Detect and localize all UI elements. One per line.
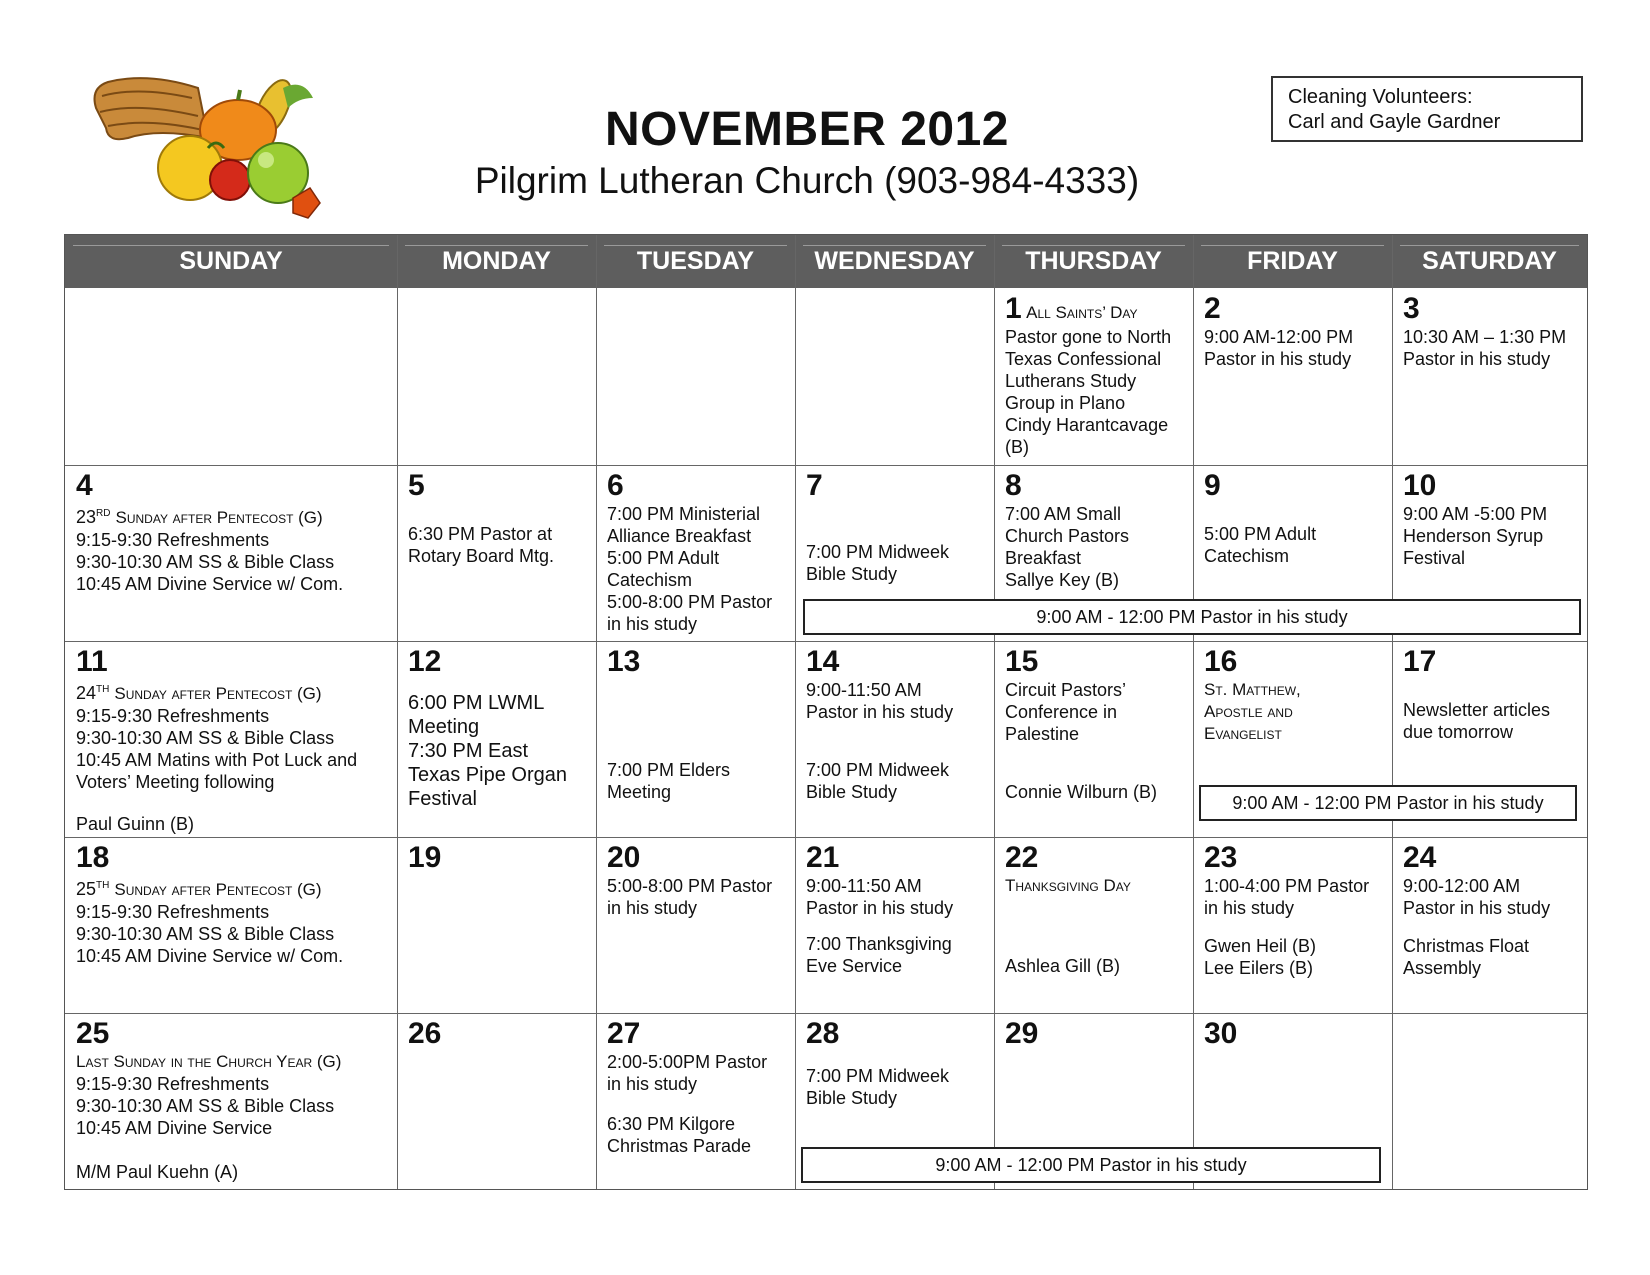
church-name-phone: Pilgrim Lutheran Church (903-984-4333) <box>474 160 1140 201</box>
pastor-study-band-week3: 9:00 AM - 12:00 PM Pastor in his study <box>1199 785 1577 821</box>
day-cell-22: 22 Thanksgiving Day Ashlea Gill (B) <box>1005 841 1131 976</box>
day-cell-1: 1 All Saints’ Day Pastor gone to North Texas Confessional Lutherans Study Group in Plano Cindy Harantcavage (B) <box>1005 292 1172 457</box>
day-cell-6: 6 7:00 PM Ministerial Alliance Breakfast 5:00 PM Adult Catechism 5:00-8:00 PM Pastor in his study <box>607 469 773 634</box>
pastor-study-band-week5: 9:00 AM - 12:00 PM Pastor in his study <box>801 1147 1381 1183</box>
day-cell-10: 10 9:00 AM -5:00 PM Henderson Syrup Festival <box>1403 469 1548 568</box>
day-cell-26: 26 <box>408 1017 442 1050</box>
volunteers-names: Carl and Gayle Gardner <box>1288 111 1501 133</box>
day-header-tuesday: TUESDAY <box>596 235 795 288</box>
day-cell-8: 8 7:00 AM Small Church Pastors Breakfast Sallye Key (B) <box>1005 469 1130 590</box>
day-cell-15: 15 Circuit Pastors’ Conference in Palestine Connie Wilburn (B) <box>1005 645 1158 802</box>
volunteers-label: Cleaning Volunteers: <box>1288 86 1473 108</box>
day-cell-16: 16 St. Matthew, Apostle and Evangelist <box>1204 645 1301 743</box>
day-cell-17: 17 Newsletter articles due tomorrow <box>1403 645 1551 742</box>
day-cell-5: 5 6:30 PM Pastor at Rotary Board Mtg. <box>408 469 555 566</box>
day-header-friday: FRIDAY <box>1193 235 1392 288</box>
day-cell-19: 19 <box>408 841 442 874</box>
day-cell-11: 11 24TH Sunday after Pentecost (G) 9:15-9:30 Refreshments 9:30-10:30 AM SS & Bible Class 10:45 AM Matins with Pot Luck and Voters’ Meeting following Paul Guinn (B) <box>76 645 358 834</box>
day-cell-28: 28 7:00 PM Midweek Bible Study <box>806 1017 950 1108</box>
cleaning-volunteers-box <box>1271 76 1583 142</box>
day-cell-14: 14 9:00-11:50 AM Pastor in his study 7:00 PM Midweek Bible Study <box>806 645 954 802</box>
day-cell-30: 30 <box>1204 1017 1238 1050</box>
day-header-sunday: SUNDAY <box>65 235 397 288</box>
calendar-grid <box>64 234 1588 1190</box>
day-cell-29: 29 <box>1005 1017 1039 1050</box>
day-cell-12: 12 6:00 PM LWML Meeting 7:30 PM East Texas Pipe Organ Festival <box>408 645 567 810</box>
day-cell-2: 2 9:00 AM-12:00 PM Pastor in his study <box>1204 292 1354 369</box>
pastor-study-band-week2: 9:00 AM - 12:00 PM Pastor in his study <box>803 599 1581 635</box>
day-header-saturday: SATURDAY <box>1392 235 1587 288</box>
day-header-monday: MONDAY <box>397 235 596 288</box>
day-cell-25: 25 Last Sunday in the Church Year (G) 9:15-9:30 Refreshments 9:30-10:30 AM SS & Bible Class 10:45 AM Divine Service M/M Paul Kuehn (A) <box>76 1017 342 1182</box>
day-cell-9: 9 5:00 PM Adult Catechism <box>1204 469 1317 566</box>
day-cell-21: 21 9:00-11:50 AM Pastor in his study 7:00 Thanksgiving Eve Service <box>806 841 954 976</box>
day-cell-3: 3 10:30 AM – 1:30 PM Pastor in his study <box>1403 292 1567 369</box>
day-cell-18: 18 25TH Sunday after Pentecost (G) 9:15-9:30 Refreshments 9:30-10:30 AM SS & Bible Class 10:45 AM Divine Service w/ Com. <box>76 841 344 966</box>
day-cell-4: 4 23RD Sunday after Pentecost (G) 9:15-9:30 Refreshments 9:30-10:30 AM SS & Bible Class 10:45 AM Divine Service w/ Com. <box>76 469 344 594</box>
page-title: NOVEMBER 2012 <box>605 103 1009 156</box>
day-cell-20: 20 5:00-8:00 PM Pastor in his study <box>607 841 773 918</box>
day-cell-13: 13 7:00 PM Elders Meeting <box>607 645 731 802</box>
day-cell-24: 24 9:00-12:00 AM Pastor in his study Christmas Float Assembly <box>1403 841 1551 978</box>
day-cell-23: 23 1:00-4:00 PM Pastor in his study Gwen Heil (B) Lee Eilers (B) <box>1204 841 1370 978</box>
day-cell-27: 27 2:00-5:00PM Pastor in his study 6:30 PM Kilgore Christmas Parade <box>607 1017 768 1156</box>
day-header-thursday: THURSDAY <box>994 235 1193 288</box>
day-header-wednesday: WEDNESDAY <box>795 235 994 288</box>
day-cell-7: 7 7:00 PM Midweek Bible Study <box>806 469 950 584</box>
